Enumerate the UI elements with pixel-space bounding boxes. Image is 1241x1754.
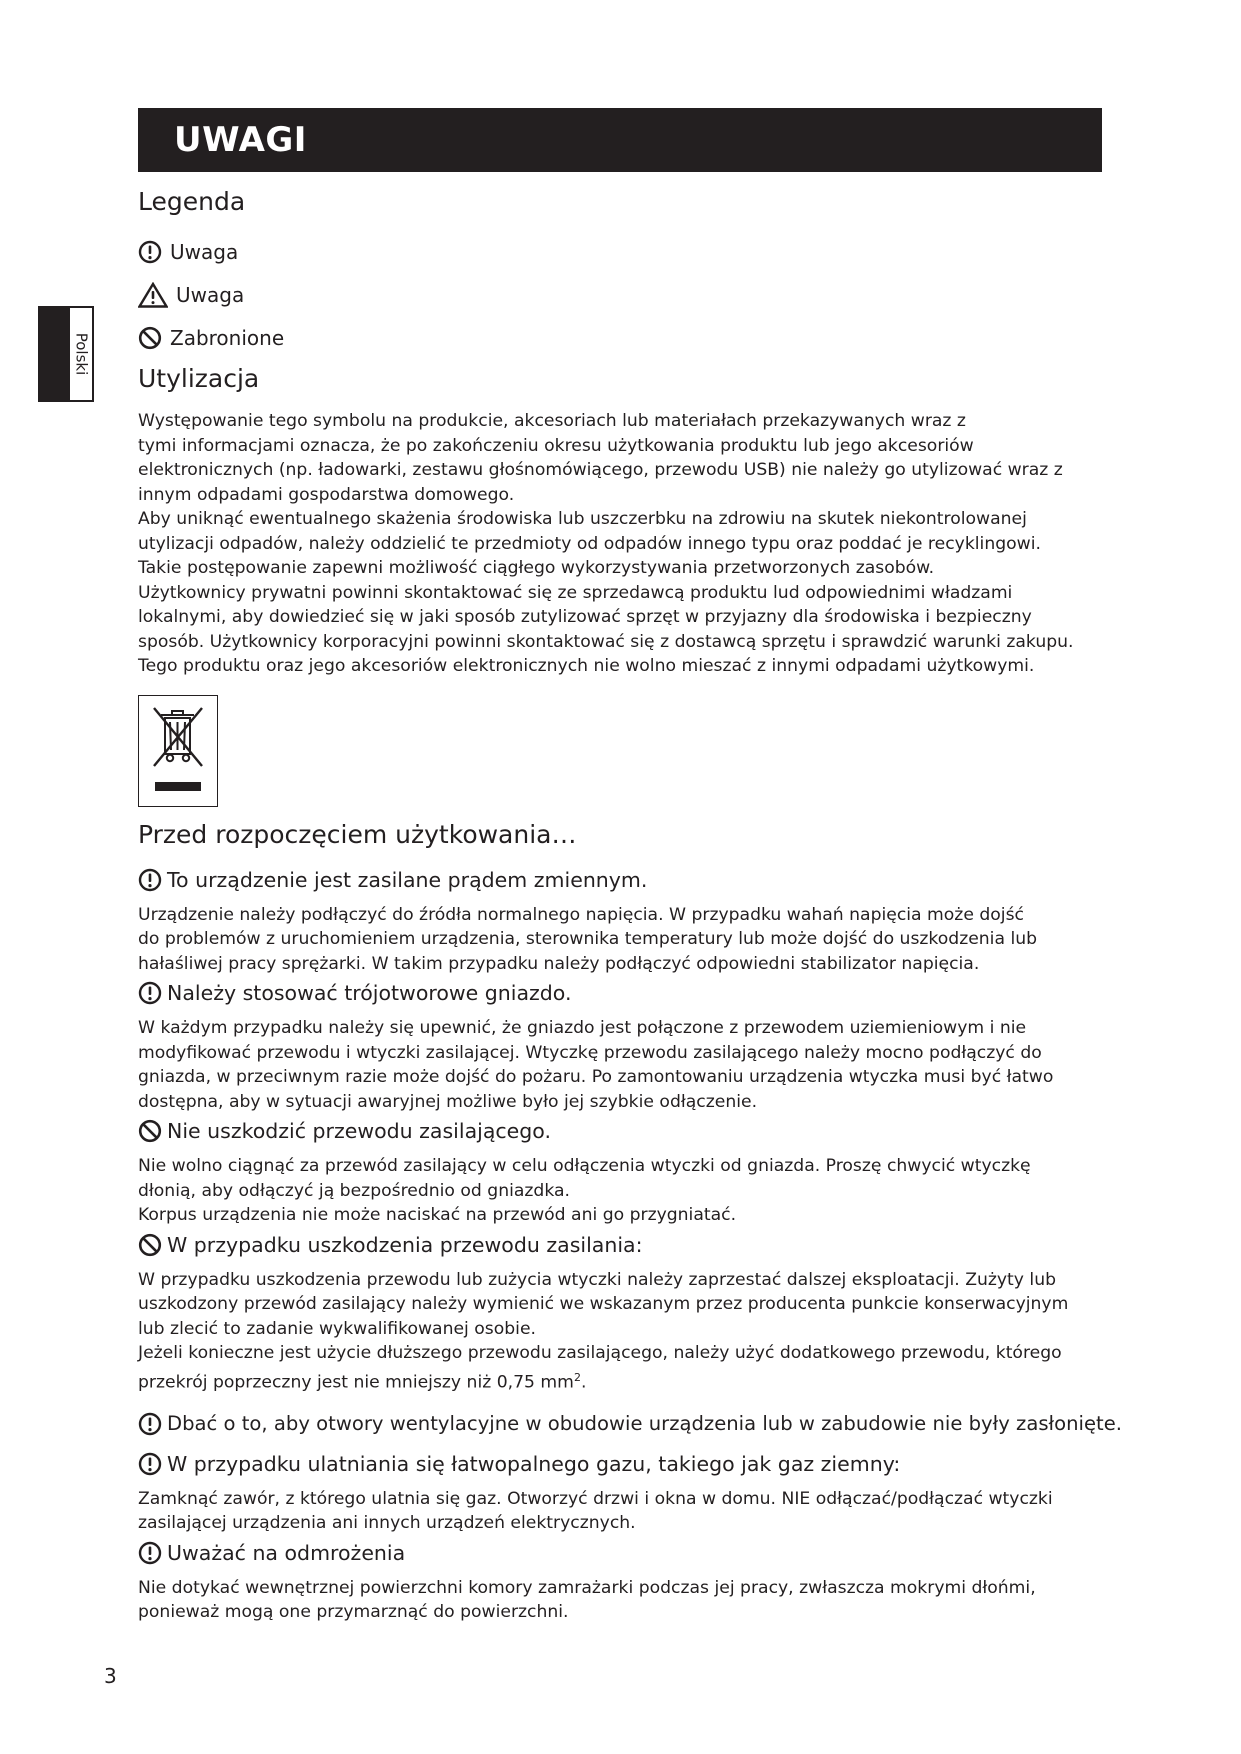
paragraph-line: elektronicznych (np. ładowarki, zestawu głośnomówiącego, przewodu USB) nie należy go utylizować wraz z	[138, 460, 1063, 480]
paragraph-line: utylizacji odpadów, należy oddzielić te przedmioty od odpadów innego typu oraz poddać je recyklingowi.	[138, 533, 1041, 554]
exclamation-circle-icon	[138, 868, 162, 892]
legend-item-label: Uwaga	[176, 282, 245, 307]
paragraph-line: gniazda, w przeciwnym razie może dojść do pożaru. Po zamontowaniu urządzenia wtyczka musi być łatwo	[138, 1067, 1054, 1087]
paragraph-line: dłonią, aby odłączyć ją bezpośrednio od gniazdka.	[138, 1180, 570, 1201]
prohibited-icon	[138, 1119, 162, 1143]
disposal-heading: Utylizacja	[138, 364, 260, 393]
legend-item-label: Uwaga	[170, 239, 239, 264]
paragraph-line: modyfikować przewodu i wtyczki zasilającej. Wtyczkę przewodu zasilającego należy mocno podłączyć do	[138, 1042, 1042, 1063]
paragraph-line: innym odpadami gospodarstwa domowego.	[138, 484, 515, 505]
paragraph-line-with-superscript	[138, 1366, 1128, 1395]
paragraph-line: dostępna, aby w sytuacji awaryjnej możliwe było jej szybkie odłączenie.	[138, 1091, 758, 1112]
safety-item	[138, 1230, 1128, 1395]
prohibited-icon	[138, 326, 162, 350]
paragraph-line: Nie wolno ciągnąć za przewód zasilający w celu odłączenia wtyczki od gniazda. Proszę chwycić wtyczkę	[138, 1156, 1031, 1176]
safety-item-title-text: Dbać o to, aby otwory wentylacyjne w obudowie urządzenia lub w zabudowie nie były zasłonięte.	[167, 1411, 1122, 1435]
paragraph-line: Występowanie tego symbolu na produkcie, akcesoriach lub materiałach przekazywanych wraz z	[138, 411, 966, 431]
paragraph-line: lub zlecić to zadanie wykwalifikowanej osobie.	[138, 1318, 536, 1339]
title-bar	[138, 108, 1102, 172]
safety-item-title	[138, 1449, 1128, 1479]
safety-item	[138, 1449, 1128, 1536]
language-tab-label: Polski	[72, 332, 90, 376]
last-line-text: przekrój poprzeczny jest nie mniejszy niż 0,75 mm	[138, 1372, 574, 1393]
safety-item-title-text: Nie uszkodzić przewodu zasilającego.	[167, 1119, 551, 1143]
paragraph-line: do problemów z uruchomieniem urządzenia, sterownika temperatury lub może dojść do uszkodzenia lub	[138, 929, 1038, 949]
prohibited-icon	[138, 1233, 162, 1257]
legend-heading: Legenda	[138, 187, 246, 216]
exclamation-circle-icon	[138, 1541, 162, 1565]
paragraph-line: Tego produktu oraz jego akcesoriów elektronicznych nie wolno mieszać z innymi odpadami użytkowymi.	[138, 656, 1035, 676]
paragraph-line: Zamknąć zawór, z którego ulatnia się gaz. Otworzyć drzwi i okna w domu. NIE odłączać/podłączać wtyczki	[138, 1488, 1053, 1509]
paragraph-line: Jeżeli konieczne jest użycie dłuższego przewodu zasilającego, należy użyć dodatkowego przewodu, którego	[138, 1343, 1062, 1363]
language-tab	[38, 306, 94, 402]
safety-item	[138, 978, 1128, 1114]
superscript: 2	[573, 1370, 581, 1384]
last-line-end: .	[580, 1372, 587, 1393]
paragraph-line: ponieważ mogą one przymarznąć do powierzchni.	[138, 1602, 569, 1623]
safety-item-title	[138, 865, 1128, 895]
language-tab-label-box	[70, 308, 92, 400]
legend-item-label: Zabronione	[170, 325, 285, 350]
safety-item-title	[138, 1116, 1128, 1146]
page-content	[138, 184, 1128, 1625]
before-use-heading: Przed rozpoczęciem użytkowania…	[138, 819, 577, 849]
safety-item-title-text: To urządzenie jest zasilane prądem zmiennym.	[167, 867, 648, 892]
paragraph-line: Urządzenie należy podłączyć do źródła normalnego napięcia. W przypadku wahań napięcia może dojść	[138, 904, 1024, 925]
paragraph-line: Takie postępowanie zapewni możliwość ciągłego wykorzystywania przetworzonych zasobów.	[138, 558, 935, 578]
safety-item	[138, 865, 1128, 977]
safety-item-title-text: W przypadku uszkodzenia przewodu zasilania:	[167, 1232, 643, 1257]
safety-item-title	[138, 978, 1128, 1008]
legend-item-caution	[138, 230, 1128, 273]
page-number: 3	[104, 1664, 117, 1688]
safety-item	[138, 1538, 1128, 1625]
safety-item-title-text: Należy stosować trójotworowe gniazdo.	[167, 981, 572, 1005]
safety-item-title	[138, 1538, 1128, 1568]
paragraph-line: hałaśliwej pracy sprężarki. W takim przypadku należy podłączyć odpowiedni stabilizator napięcia.	[138, 953, 980, 974]
safety-item-title-text: W przypadku ulatniania się łatwopalnego gazu, takiego jak gaz ziemny:	[167, 1451, 901, 1476]
paragraph-line: W każdym przypadku należy się upewnić, że gniazdo jest połączone z przewodem uziemieniowym i nie	[138, 1018, 1027, 1038]
exclamation-circle-icon	[138, 1412, 162, 1436]
paragraph-line: tymi informacjami oznacza, że po zakończeniu okresu użytkowania produktu lub jego akcesoriów	[138, 435, 974, 456]
exclamation-circle-icon	[138, 240, 162, 264]
safety-item-title	[138, 1409, 1128, 1439]
paragraph-line: Korpus urządzenia nie może naciskać na przewód ani go przygniatać.	[138, 1205, 737, 1225]
legend-item-warning	[138, 273, 1128, 316]
exclamation-circle-icon	[138, 1452, 162, 1476]
paragraph-line: Aby uniknąć ewentualnego skażenia środowiska lub uszczerbku na zdrowiu na skutek niekontrolowanej	[138, 509, 1027, 529]
warning-triangle-icon	[138, 282, 168, 308]
crossed-out-bin-icon	[139, 696, 216, 805]
safety-item	[138, 1409, 1128, 1439]
paragraph-line: Użytkownicy prywatni powinni skontaktować się ze sprzedawcą produktu lud odpowiednimi władzami	[138, 582, 1013, 603]
paragraph-line: zasilającej urządzenia ani innych urządzeń elektrycznych.	[138, 1513, 636, 1534]
paragraph-line: lokalnymi, aby dowiedzieć się w jaki sposób zutylizować sprzęt w przyjazny dla środowiska i bezpieczny	[138, 607, 1032, 627]
exclamation-circle-icon	[138, 981, 162, 1005]
safety-item-title	[138, 1230, 1128, 1260]
legend-item-prohibited	[138, 316, 1128, 359]
paragraph-line: Nie dotykać wewnętrznej powierzchni komory zamrażarki podczas jej pracy, zwłaszcza mokrymi dłońmi,	[138, 1577, 1036, 1598]
paragraph-line: sposób. Użytkownicy korporacyjni powinni skontaktować się z dostawcą sprzętu i sprawdzić warunki zakupu.	[138, 631, 1074, 652]
disposal-text	[138, 409, 1128, 679]
safety-item-title-text: Uważać na odmrożenia	[167, 1540, 406, 1565]
safety-item	[138, 1116, 1128, 1228]
weee-symbol-box	[138, 695, 218, 807]
paragraph-line: uszkodzony przewód zasilający należy wymienić we wskazanym przez producenta punkcie konserwacyjnym	[138, 1294, 1069, 1314]
page-title: UWAGI	[174, 120, 307, 160]
paragraph-line: W przypadku uszkodzenia przewodu lub zużycia wtyczki należy zaprzestać dalszej eksploatacji. Zużyty lub	[138, 1269, 1057, 1290]
